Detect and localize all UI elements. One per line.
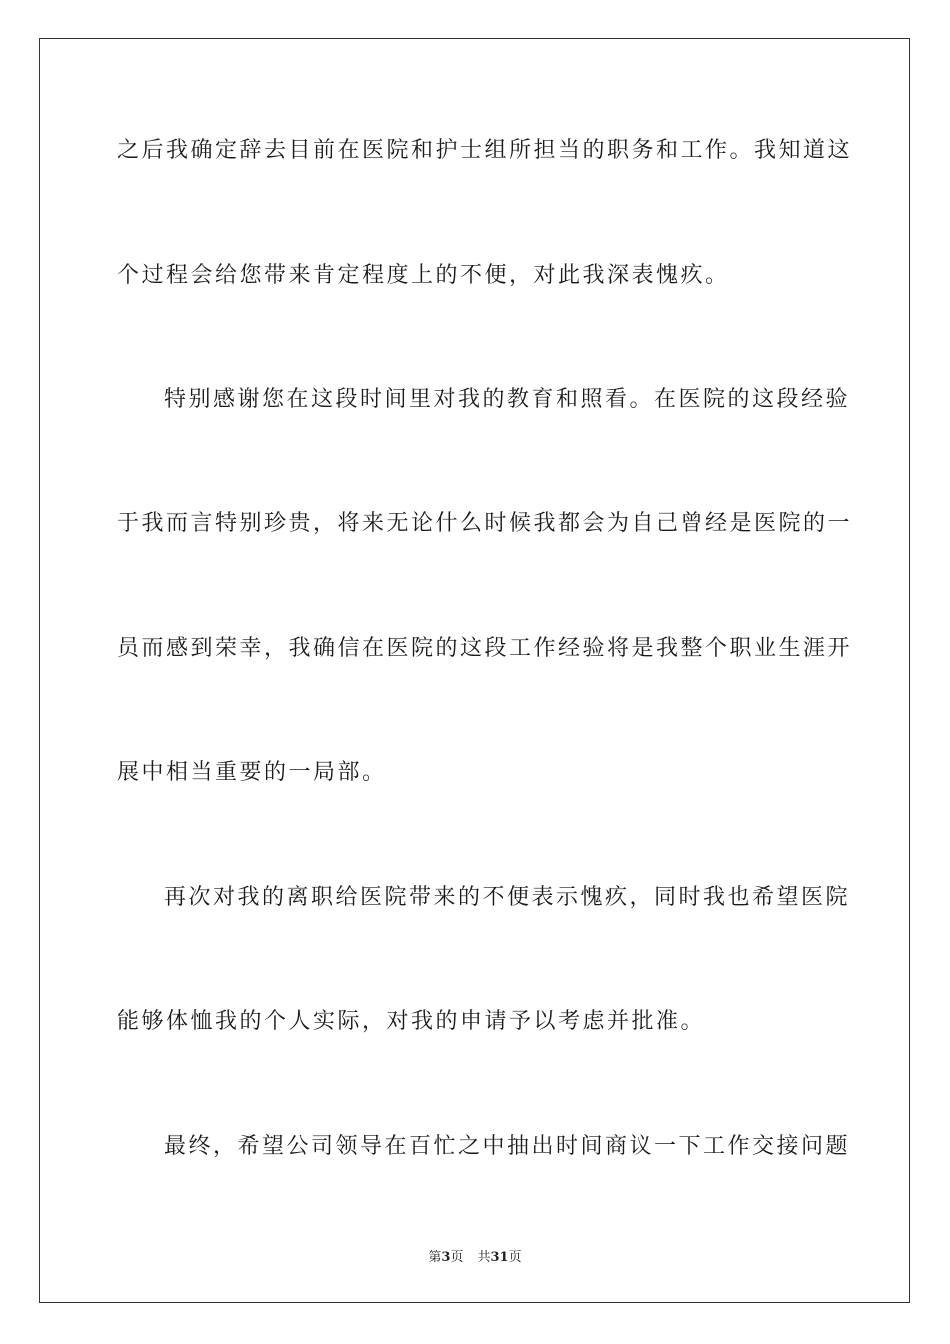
- page-border: [39, 38, 910, 1303]
- paragraph-line-8: 能够体恤我的个人实际，对我的申请予以考虑并批准。: [117, 1009, 706, 1034]
- page-number: 3: [441, 1250, 451, 1265]
- paragraph-line-5: 员而感到荣幸，我确信在医院的这段工作经验将是我整个职业生涯开: [117, 636, 853, 661]
- paragraph-line-7: 再次对我的离职给医院带来的不便表示愧疚，同时我也希望医院: [164, 885, 851, 910]
- paragraph-line-9: 最终，希望公司领导在百忙之中抽出时间商议一下工作交接问题: [164, 1134, 851, 1159]
- page-prefix: 第: [428, 1250, 442, 1265]
- total-prefix: 共: [477, 1250, 491, 1265]
- paragraph-line-1: 之后我确定辞去目前在医院和护士组所担当的职务和工作。我知道这: [117, 138, 853, 163]
- page-suffix: 页: [450, 1250, 464, 1265]
- paragraph-line-4: 于我而言特别珍贵，将来无论什么时候我都会为自己曾经是医院的一: [117, 511, 853, 536]
- paragraph-line-2: 个过程会给您带来肯定程度上的不便，对此我深表愧疚。: [117, 263, 730, 288]
- page-footer: [0, 1246, 950, 1265]
- paragraph-line-3: 特别感谢您在这段时间里对我的教育和照看。在医院的这段经验: [164, 387, 851, 412]
- paragraph-line-6: 展中相当重要的一局部。: [117, 760, 387, 785]
- total-pages: 31: [490, 1250, 509, 1265]
- total-suffix: 页: [508, 1250, 522, 1265]
